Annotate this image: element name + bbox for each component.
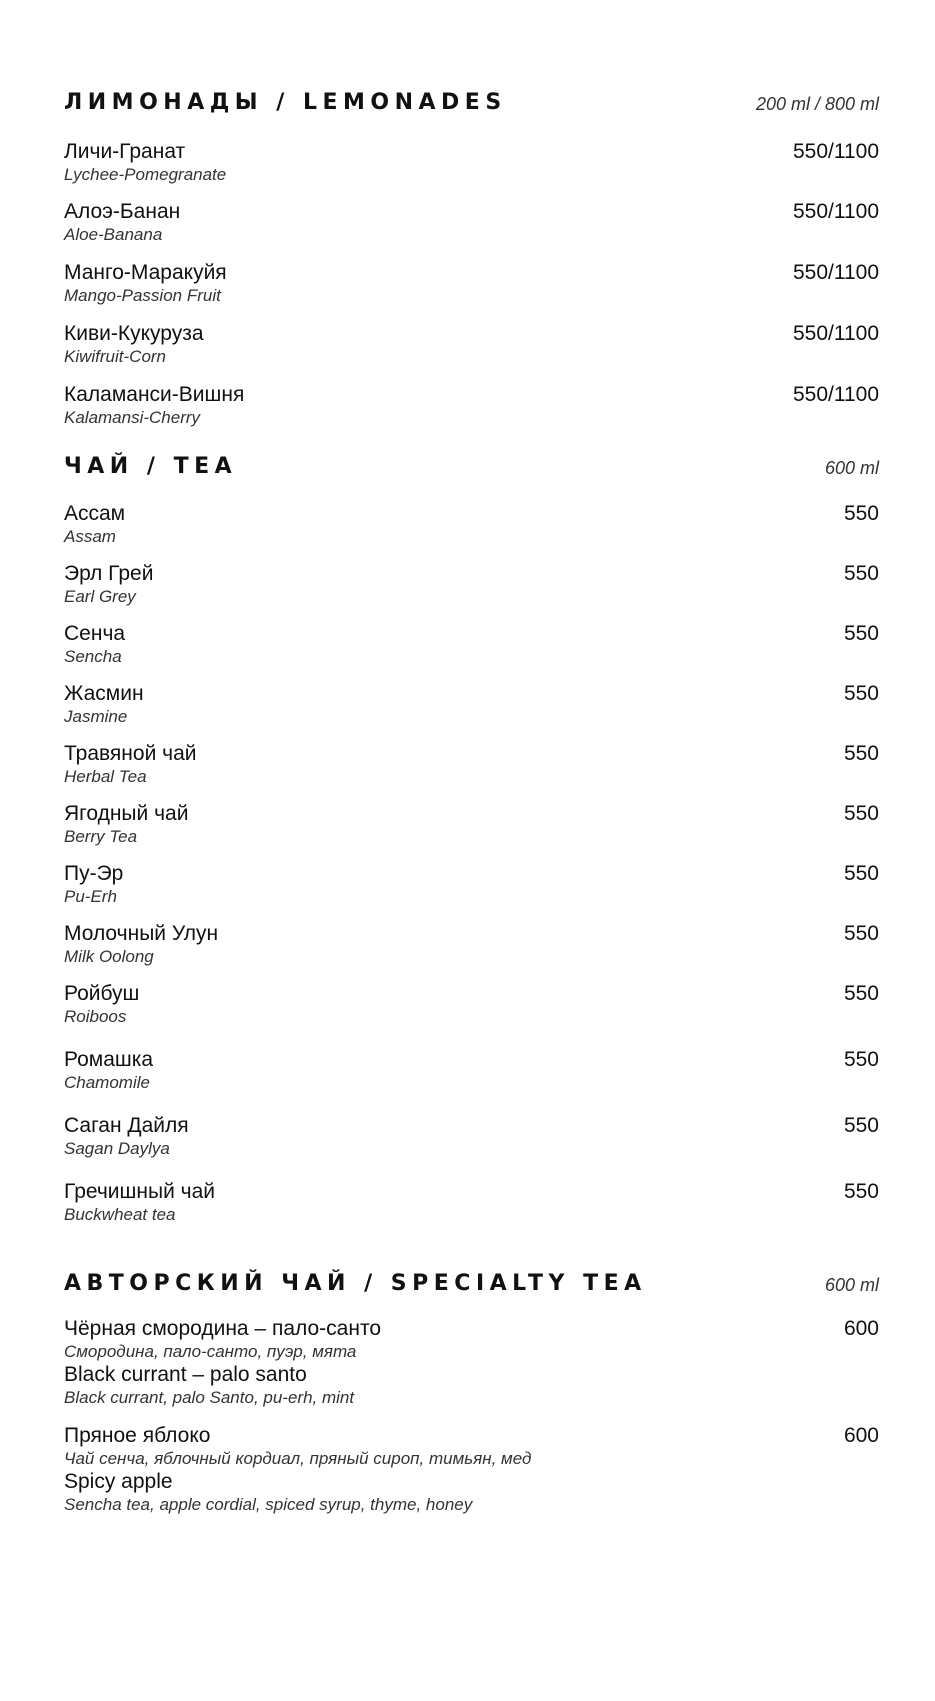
item-name-en: Milk Oolong xyxy=(64,947,154,966)
item-name-en: Chamomile xyxy=(64,1073,150,1092)
item-name-en: Assam xyxy=(64,527,116,546)
item-name: Киви-Кукуруза xyxy=(64,322,204,345)
section-volume: 200 ml / 800 ml xyxy=(755,94,879,114)
item-price: 550/1100 xyxy=(792,261,879,284)
item-price: 550/1100 xyxy=(792,140,879,163)
item-price: 550/1100 xyxy=(792,383,879,406)
item-price: 550 xyxy=(843,862,879,885)
item-description-en: Sencha tea, apple cordial, spiced syrup, thyme, honey xyxy=(64,1495,473,1514)
item-name-en: Lychee-Pomegranate xyxy=(64,165,227,184)
item-description-ru: Чай сенча, яблочный кордиал, пряный сироп, тимьян, мед xyxy=(64,1449,532,1468)
section-specialty-tea xyxy=(64,1271,879,1305)
item-name: Пу-Эр xyxy=(64,862,124,885)
section-header xyxy=(64,454,879,488)
menu-item xyxy=(64,682,879,728)
item-price: 550 xyxy=(843,682,879,705)
item-name: Ройбуш xyxy=(64,982,140,1005)
item-name-en: Herbal Tea xyxy=(64,767,147,786)
menu-item xyxy=(64,802,879,848)
menu-item xyxy=(64,622,879,668)
item-name: Чёрная смородина – пало-санто xyxy=(64,1317,382,1340)
item-name: Молочный Улун xyxy=(64,922,219,945)
item-price: 550 xyxy=(843,1180,879,1203)
menu-item xyxy=(64,562,879,608)
item-name-en: Sencha xyxy=(64,647,122,666)
item-price: 600 xyxy=(843,1317,879,1340)
section-volume: 600 ml xyxy=(824,1275,879,1295)
item-name-en: Kiwifruit-Corn xyxy=(64,347,167,366)
section-title: ЧАЙ / TEA xyxy=(64,454,238,479)
menu-item xyxy=(64,1114,879,1160)
item-name-en: Black currant – palo santo xyxy=(64,1363,307,1386)
item-name-en: Roiboos xyxy=(64,1007,127,1026)
section-header xyxy=(64,90,879,124)
item-name: Гречишный чай xyxy=(64,1180,215,1203)
item-name-en: Pu-Erh xyxy=(64,887,117,906)
item-name: Саган Дайля xyxy=(64,1114,189,1137)
menu-item xyxy=(64,140,879,186)
item-name-en: Aloe-Banana xyxy=(64,225,163,244)
section-title: АВТОРСКИЙ ЧАЙ / SPECIALTY TEA xyxy=(64,1271,647,1296)
menu-item xyxy=(64,502,879,548)
item-name: Ромашка xyxy=(64,1048,154,1071)
item-description-en: Black currant, palo Santo, pu-erh, mint xyxy=(64,1388,355,1407)
item-price: 550/1100 xyxy=(792,200,879,223)
menu-item xyxy=(64,922,879,968)
menu-item xyxy=(64,1424,879,1516)
menu-item xyxy=(64,1048,879,1094)
item-name: Ассам xyxy=(64,502,126,525)
item-price: 550 xyxy=(843,802,879,825)
item-name: Травяной чай xyxy=(64,742,197,765)
menu-item xyxy=(64,383,879,429)
menu-item xyxy=(64,982,879,1028)
item-price: 550 xyxy=(843,742,879,765)
item-name: Личи-Гранат xyxy=(64,140,186,163)
item-name: Манго-Маракуйя xyxy=(64,261,227,284)
menu-item xyxy=(64,862,879,908)
section-tea xyxy=(64,454,879,488)
item-price: 550 xyxy=(843,622,879,645)
item-name-en: Earl Grey xyxy=(64,587,136,606)
item-name-en: Kalamansi-Cherry xyxy=(64,408,201,427)
item-price: 550 xyxy=(843,1114,879,1137)
menu-item xyxy=(64,261,879,307)
item-name: Ягодный чай xyxy=(64,802,189,825)
item-name-en: Jasmine xyxy=(64,707,128,726)
item-name: Сенча xyxy=(64,622,126,645)
item-description-ru: Смородина, пало-санто, пуэр, мята xyxy=(64,1342,357,1361)
item-price: 550/1100 xyxy=(792,322,879,345)
item-price: 550 xyxy=(843,1048,879,1071)
item-price: 550 xyxy=(843,562,879,585)
item-name-en: Buckwheat tea xyxy=(64,1205,176,1224)
item-price: 550 xyxy=(843,982,879,1005)
item-price: 550 xyxy=(843,922,879,945)
section-lemonades xyxy=(64,90,879,124)
item-name: Пряное яблоко xyxy=(64,1424,211,1447)
menu-item xyxy=(64,1317,879,1409)
menu-item xyxy=(64,742,879,788)
section-header xyxy=(64,1271,879,1305)
item-name: Каламанси-Вишня xyxy=(64,383,245,406)
item-name-en: Mango-Passion Fruit xyxy=(64,286,221,305)
section-volume: 600 ml xyxy=(824,458,879,478)
section-title: ЛИМОНАДЫ / LEMONADES xyxy=(64,90,507,115)
item-price: 600 xyxy=(843,1424,879,1447)
menu-item xyxy=(64,322,879,368)
item-price: 550 xyxy=(843,502,879,525)
item-name-en: Berry Tea xyxy=(64,827,138,846)
item-name: Алоэ-Банан xyxy=(64,200,181,223)
menu-item xyxy=(64,200,879,246)
item-name-en: Spicy apple xyxy=(64,1470,173,1493)
item-name: Эрл Грей xyxy=(64,562,154,585)
menu-item xyxy=(64,1180,879,1226)
item-name-en: Sagan Daylya xyxy=(64,1139,170,1158)
item-name: Жасмин xyxy=(64,682,144,705)
